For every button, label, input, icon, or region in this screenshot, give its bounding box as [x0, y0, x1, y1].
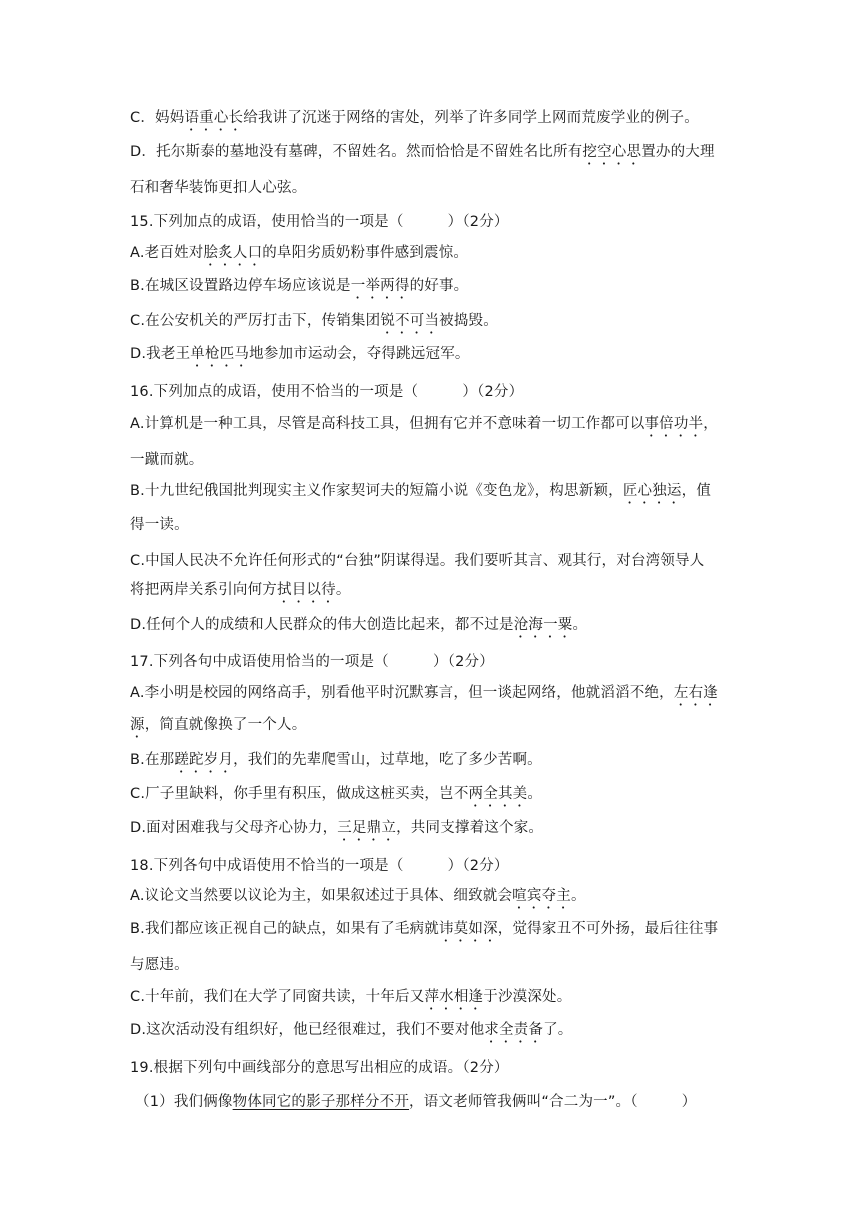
q16-option-d: D.任何个人的成绩和人民群众的伟大创造比起来，都不过是沧海一粟。 — [130, 617, 588, 633]
q16-option-b: B.十九世纪俄国批判现实主义作家契诃夫的短篇小说《变色龙》，构思新颖，匠心独运，值 — [130, 483, 712, 499]
q17-option-a: A.李小明是校园的网络高手，别看他平时沉默寡言，但一谈起网络，他就滔滔不绝，左右逢 — [130, 685, 718, 701]
q15-option-a: A.老百姓对脍炙人口的阜阳劣质奶粉事件感到震惊。 — [130, 245, 469, 261]
q18-option-a: A.议论文当然要以议论为主，如果叙述过于具体、细致就会喧宾夺主。 — [130, 888, 586, 904]
question-17: 17.下列各句中成语使用恰当的一项是（ ）（2分） — [130, 654, 494, 670]
question-18: 18.下列各句中成语使用不恰当的一项是（ ）（2分） — [130, 858, 509, 874]
q15-option-b: B.在城区设置路边停车场应该说是一举两得的好事。 — [130, 278, 469, 294]
q19-item-1: （1）我们俩像物体同它的影子那样分不开，语文老师管我俩叫“合二为一”。（ ） — [135, 1094, 697, 1110]
q16-option-c-cont: 将把两岸关系引向何方拭目以待。 — [130, 582, 351, 598]
q14-option-c: C．妈妈语重心长给我讲了沉迷于网络的害处，列举了许多同学上网而荒废学业的例子。 — [130, 110, 699, 126]
question-15: 15.下列加点的成语，使用恰当的一项是（ ）（2分） — [130, 214, 509, 230]
q16-option-a: A.计算机是一种工具，尽管是高科技工具，但拥有它并不意味着一切工作都可以事倍功半， — [130, 416, 718, 432]
q17-option-d: D.面对困难我与父母齐心协力，三足鼎立，共同支撑着这个家。 — [130, 820, 544, 836]
underlined-phrase: 物体同它的影子那样分不开 — [232, 1094, 410, 1110]
q16-option-b-cont: 得一读。 — [130, 517, 189, 533]
question-19: 19.根据下列句中画线部分的意思写出相应的成语。（2分） — [130, 1060, 509, 1076]
q17-option-b: B.在那蹉跎岁月，我们的先辈爬雪山，过草地，吃了多少苦啊。 — [130, 752, 542, 768]
q18-option-d: D.这次活动没有组织好，他已经很难过，我们不要对他求全责备了。 — [130, 1022, 573, 1038]
q16-option-c: C.中国人民决不允许任何形式的“台独”阴谋得逞。我们要听其言、观其行，对台湾领导人 — [130, 553, 705, 569]
q15-option-c: C.在公安机关的严厉打击下，传销集团锐不可当被捣毁。 — [130, 313, 498, 329]
q14-option-d: D．托尔斯泰的墓地没有墓碑，不留姓名。然而恰恰是不留姓名比所有挖空心思置办的大理 — [130, 144, 715, 160]
q18-option-c: C.十年前，我们在大学了同窗共读，十年后又萍水相逢于沙漠深处。 — [130, 989, 572, 1005]
q18-option-b: B.我们都应该正视自己的缺点，如果有了毛病就讳莫如深，觉得家丑不可外扬，最后往往事 — [130, 921, 719, 937]
q17-option-a-cont: 源，简直就像换了一个人。 — [130, 717, 307, 733]
q17-option-c: C.厂子里缺料，你手里有积压，做成这桩买卖，岂不两全其美。 — [130, 786, 543, 802]
q18-option-b-cont: 与愿违。 — [130, 957, 189, 973]
question-16: 16.下列加点的成语，使用不恰当的一项是（ ）（2分） — [130, 384, 524, 400]
q15-option-d: D.我老王单枪匹马地参加市运动会，夺得跳远冠军。 — [130, 346, 470, 362]
q14-option-d-cont: 石和奢华装饰更扣人心弦。 — [130, 180, 307, 196]
q16-option-a-cont: 一蹴而就。 — [130, 452, 204, 468]
